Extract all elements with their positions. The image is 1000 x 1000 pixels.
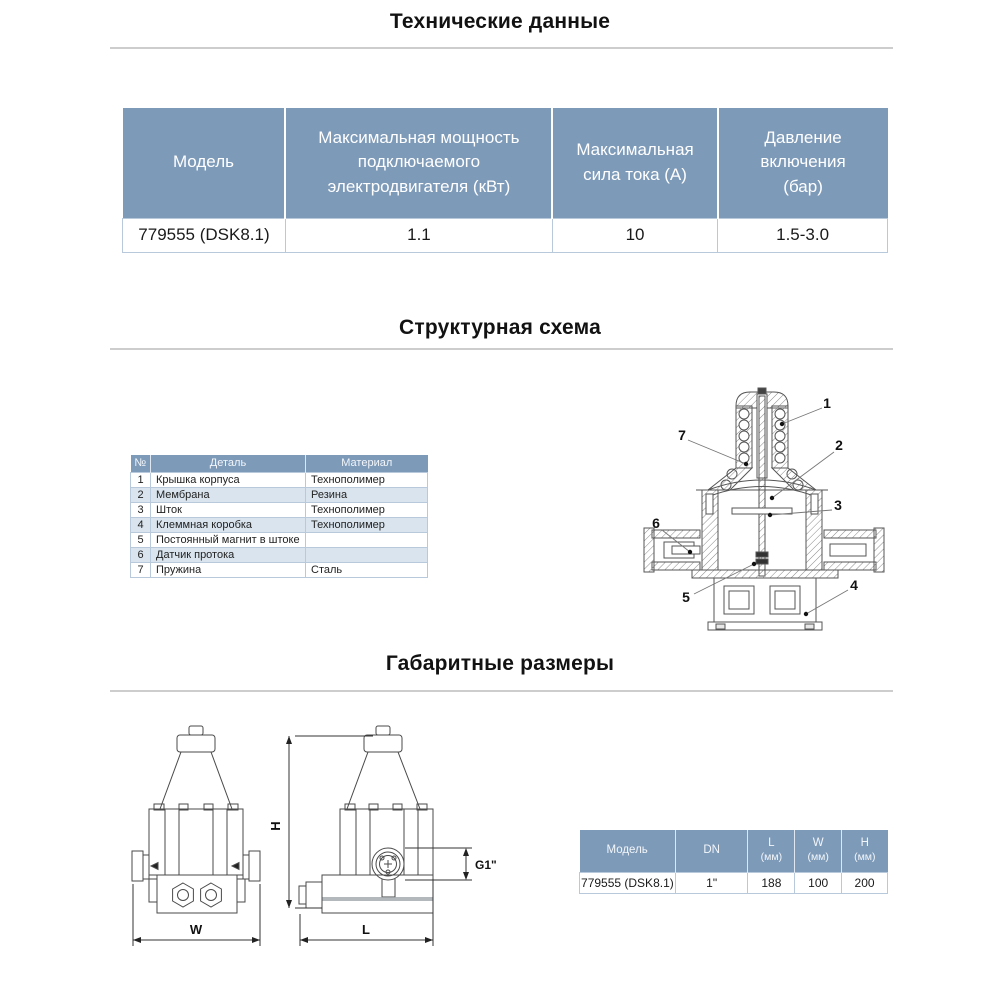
dimensions-header-row [580, 830, 888, 872]
tech-cell-power: 1.1 [285, 218, 552, 252]
part-material: Технополимер [306, 517, 428, 532]
divider-line [110, 47, 893, 49]
tech-specs-table [122, 108, 888, 253]
callout-7: 7 [678, 427, 686, 443]
table-row [131, 517, 428, 532]
dim-header-w: W (мм) [795, 830, 842, 872]
callout-3: 3 [834, 497, 842, 513]
part-no: 4 [131, 517, 151, 532]
dim-header-model: Модель [580, 830, 676, 872]
part-no: 3 [131, 502, 151, 517]
parts-header-row [131, 455, 428, 472]
part-detail: Датчик протока [151, 547, 306, 562]
hex-nut [201, 883, 222, 907]
dimension-drawing [120, 712, 540, 962]
parts-header-detail: Деталь [151, 455, 306, 472]
front-view [132, 726, 260, 913]
part-detail: Постоянный магнит в штоке [151, 532, 306, 547]
part-detail: Крышка корпуса [151, 472, 306, 487]
tech-header-model: Модель [123, 108, 286, 218]
part-detail: Шток [151, 502, 306, 517]
tech-header-power: Максимальная мощность подключаемого электродвигателя (кВт) [285, 108, 552, 218]
magnet-band [756, 552, 768, 557]
w-dimension-label: W [189, 922, 203, 937]
part-no: 5 [131, 532, 151, 547]
part-detail: Мембрана [151, 487, 306, 502]
table-row [131, 472, 428, 487]
part-no: 7 [131, 562, 151, 577]
section-title-structure: Структурная схема [399, 316, 601, 339]
part-no: 6 [131, 547, 151, 562]
table-row [131, 502, 428, 517]
flow-arrow-right [232, 863, 239, 870]
callout-4: 4 [850, 577, 858, 593]
tech-header-current: Максимальная сила тока (А) [552, 108, 717, 218]
h-dimension-label: H [268, 821, 283, 831]
tech-cell-model: 779555 (DSK8.1) [123, 218, 286, 252]
callout-6: 6 [652, 515, 660, 531]
dim-cell-model: 779555 (DSK8.1) [580, 872, 676, 893]
tech-cell-pressure: 1.5-3.0 [718, 218, 888, 252]
part-material [306, 547, 428, 562]
callout-5: 5 [682, 589, 690, 605]
section-title-technical: Технические данные [389, 10, 611, 33]
parts-list-table [130, 455, 428, 578]
tech-specs-data-row [123, 218, 888, 252]
table-row [131, 562, 428, 577]
tech-header-pressure: Давление включения (бар) [718, 108, 888, 218]
section-title-dimensions: Габаритные размеры [385, 652, 615, 675]
structural-diagram [630, 378, 900, 638]
h-dimension [286, 736, 373, 908]
hex-nut [173, 883, 194, 907]
flow-arrow-left [151, 863, 158, 870]
table-row [131, 487, 428, 502]
dim-cell-dn: 1" [675, 872, 748, 893]
tech-specs-header-row [123, 108, 888, 218]
table-row [131, 547, 428, 562]
side-view [299, 726, 433, 913]
part-no: 2 [131, 487, 151, 502]
dim-cell-l: 188 [748, 872, 795, 893]
dim-cell-w: 100 [795, 872, 842, 893]
magnet-band [756, 559, 768, 564]
part-material: Технополимер [306, 472, 428, 487]
part-material: Технополимер [306, 502, 428, 517]
divider-line [110, 348, 893, 350]
part-material: Сталь [306, 562, 428, 577]
l-dimension-label: L [362, 922, 370, 937]
part-material [306, 532, 428, 547]
divider-line [110, 690, 893, 692]
parts-header-no: № [131, 455, 151, 472]
dim-header-h: H (мм) [842, 830, 888, 872]
parts-header-material: Материал [306, 455, 428, 472]
dim-header-l: L (мм) [748, 830, 795, 872]
cable-gland [306, 882, 322, 908]
g1-dimension-label: G1" [475, 858, 497, 872]
dim-cell-h: 200 [842, 872, 888, 893]
part-detail: Пружина [151, 562, 306, 577]
table-row [131, 532, 428, 547]
tech-cell-current: 10 [552, 218, 717, 252]
dim-header-dn: DN [675, 830, 748, 872]
part-no: 1 [131, 472, 151, 487]
dimensions-table [579, 830, 888, 894]
dimensions-data-row [580, 872, 888, 893]
callout-1: 1 [823, 395, 831, 411]
callout-2: 2 [835, 437, 843, 453]
part-detail: Клеммная коробка [151, 517, 306, 532]
device-cross-section [644, 388, 884, 630]
part-material: Резина [306, 487, 428, 502]
